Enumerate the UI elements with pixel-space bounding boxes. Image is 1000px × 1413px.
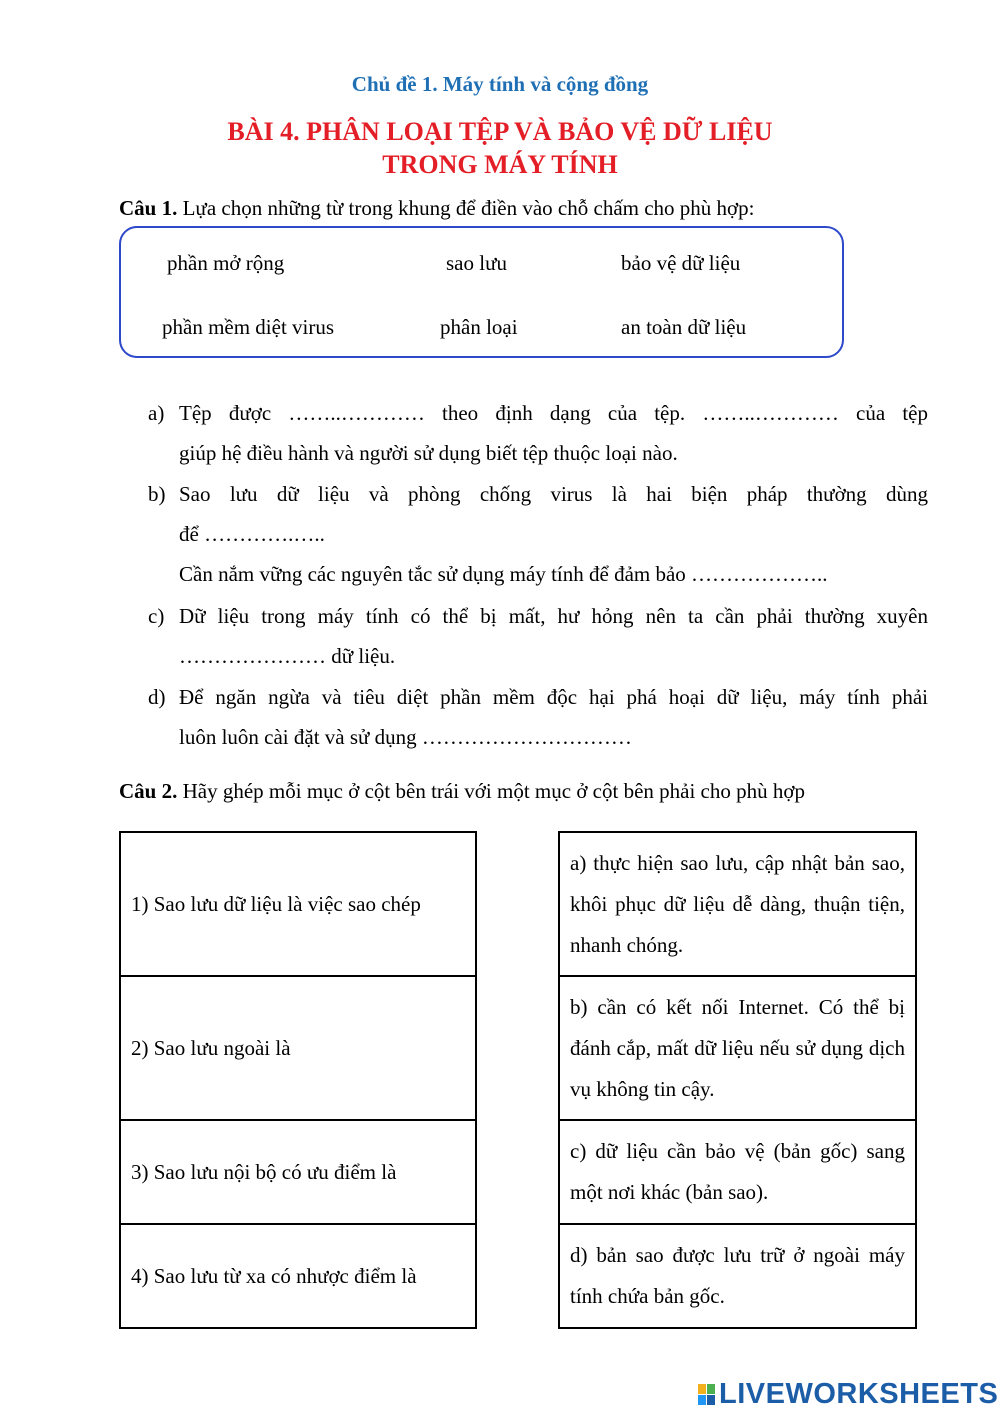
question2-heading bbox=[119, 779, 805, 804]
word-bank-item: an toàn dữ liệu bbox=[621, 315, 747, 339]
question1-item-a bbox=[148, 393, 928, 473]
question2-label: Câu 2. bbox=[119, 779, 178, 803]
word-bank-item: phần mở rộng bbox=[167, 251, 285, 275]
item-line: Cần nắm vững các nguyên tắc sử dụng máy tính để đảm bảo ……………….. bbox=[179, 562, 828, 586]
question1-item-c bbox=[148, 596, 928, 676]
question1-item-b bbox=[148, 474, 928, 594]
item-line: luôn luôn cài đặt và sử dụng ………………………… bbox=[179, 725, 632, 749]
match-right-cell[interactable] bbox=[558, 1119, 917, 1225]
match-right-cell[interactable] bbox=[558, 975, 917, 1121]
item-line: để ………….….. bbox=[179, 522, 325, 546]
item-label: a) bbox=[148, 401, 165, 425]
question1-item-d bbox=[148, 677, 928, 757]
liveworksheets-icon bbox=[698, 1384, 716, 1406]
match-left-text: 3) Sao lưu nội bộ có ưu điểm là bbox=[131, 1159, 397, 1184]
match-right-cell[interactable] bbox=[558, 1223, 917, 1329]
item-label: c) bbox=[148, 604, 165, 628]
match-left-cell[interactable] bbox=[119, 831, 477, 977]
match-left-cell[interactable] bbox=[119, 975, 477, 1121]
liveworksheets-brand: LIVEWORKSHEETS bbox=[719, 1378, 999, 1410]
liveworksheets-logo bbox=[698, 1378, 998, 1411]
match-left-text: 4) Sao lưu từ xa có nhược điểm là bbox=[131, 1263, 417, 1288]
item-line: Sao lưu dữ liệu và phòng chống virus là hai biện pháp thường dùng bbox=[179, 482, 928, 506]
match-right-text: a) thực hiện sao lưu, cập nhật bản sao, khôi phục dữ liệu dễ dàng, thuận tiện, nhanh chóng. bbox=[570, 850, 905, 957]
match-left-text: 2) Sao lưu ngoài là bbox=[131, 1035, 291, 1060]
question1-heading bbox=[119, 196, 755, 221]
question1-label: Câu 1. bbox=[119, 196, 178, 220]
item-line: Dữ liệu trong máy tính có thể bị mất, hư hỏng nên ta cần phải thường xuyên bbox=[179, 604, 928, 628]
match-left-cell[interactable] bbox=[119, 1119, 477, 1225]
item-line: giúp hệ điều hành và người sử dụng biết tệp thuộc loại nào. bbox=[179, 441, 678, 465]
item-line: ………………… dữ liệu. bbox=[179, 644, 396, 668]
match-left-text: 1) Sao lưu dữ liệu là việc sao chép bbox=[131, 891, 421, 916]
match-right-text: d) bản sao được lưu trữ ở ngoài máy tính chứa bản gốc. bbox=[570, 1243, 905, 1308]
match-left-cell[interactable] bbox=[119, 1223, 477, 1329]
lesson-title-line1: BÀI 4. PHÂN LOẠI TỆP VÀ BẢO VỆ DỮ LIỆU bbox=[227, 117, 773, 146]
word-bank-item: bảo vệ dữ liệu bbox=[621, 251, 741, 275]
topic-title: Chủ đề 1. Máy tính và cộng đồng bbox=[351, 72, 649, 96]
item-line: Để ngăn ngừa và tiêu diệt phần mềm độc hại phá hoại dữ liệu, máy tính phải bbox=[179, 685, 928, 709]
question2-prompt: Hãy ghép mỗi mục ở cột bên trái với một mục ở cột bên phải cho phù hợp bbox=[182, 779, 805, 803]
word-bank-item: phần mềm diệt virus bbox=[162, 315, 335, 339]
item-line: Tệp được ……..………… theo định dạng của tệp. ……..………… của tệp bbox=[179, 401, 928, 425]
lesson-title bbox=[0, 115, 1000, 181]
item-label: b) bbox=[148, 482, 166, 506]
word-bank-item: sao lưu bbox=[446, 251, 507, 275]
match-right-text: c) dữ liệu cần bảo vệ (bản gốc) sang một nơi khác (bản sao). bbox=[570, 1139, 905, 1204]
question1-prompt: Lựa chọn những từ trong khung để điền vào chỗ chấm cho phù hợp: bbox=[182, 196, 755, 220]
item-label: d) bbox=[148, 685, 166, 709]
lesson-title-line2: TRONG MÁY TÍNH bbox=[382, 150, 618, 179]
word-bank-item: phân loại bbox=[440, 315, 518, 339]
match-right-text: b) cần có kết nối Internet. Có thể bị đánh cắp, mất dữ liệu nếu sử dụng dịch vụ không tin cậy. bbox=[570, 994, 905, 1101]
match-right-cell[interactable] bbox=[558, 831, 917, 977]
